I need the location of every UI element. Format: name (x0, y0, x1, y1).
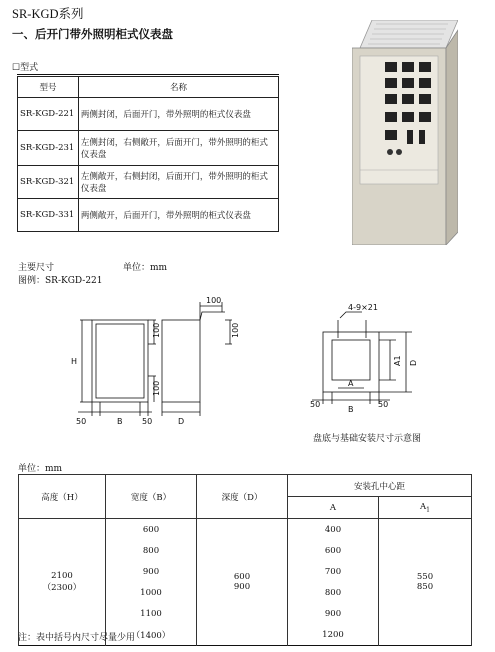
example-label: 图例：SR-KGD-221 (18, 276, 103, 286)
dim-side-100-right: 100 (231, 322, 240, 338)
footnote: 注：表中括号内尺寸尽量少用 (18, 633, 136, 643)
a-cell: 600 (288, 540, 379, 561)
dim-base-b: B (348, 405, 354, 414)
spec-header-row (19, 475, 472, 497)
a-cell: 400 (288, 519, 379, 541)
a-cell: 900 (288, 603, 379, 624)
dim-a: A (348, 379, 354, 388)
col-model-header: 型号 (18, 77, 79, 98)
dim-base-50-right: 50 (378, 400, 389, 409)
depth-value: 600 (233, 572, 251, 582)
a1-value: 550 (416, 572, 434, 582)
name-cell: 左侧封闭，右侧敞开，后面开门，带外照明的柜式仪表盘 (78, 131, 278, 166)
dim-50-left: 50 (76, 417, 87, 426)
spec-header-width: 宽度（B） (106, 475, 197, 519)
section-title: 一、后开门带外照明柜式仪表盘 (12, 27, 173, 41)
width-cell: 900 (106, 561, 197, 582)
name-cell: 两侧封闭，后面开门，带外照明的柜式仪表盘 (78, 98, 278, 131)
spec-header-height: 高度（H） (19, 475, 106, 519)
table-row (18, 166, 279, 199)
model-cell: SR-KGD-231 (18, 131, 79, 166)
width-cell: 1100 (106, 603, 197, 624)
base-drawing-caption: 盘底与基础安装尺寸示意图 (313, 434, 422, 444)
name-cell: 两侧敞开，后面开门，带外照明的柜式仪表盘 (78, 199, 278, 232)
dim-b: B (117, 417, 123, 426)
dim-holes: 4-9×21 (348, 303, 378, 312)
depth-cell (197, 519, 288, 646)
model-cell: SR-KGD-331 (18, 199, 79, 232)
height-cell (19, 519, 106, 646)
cabinet-photo (352, 20, 458, 245)
a1-subscript: 1 (426, 506, 430, 514)
table-row (19, 519, 472, 541)
dim-h: H (71, 357, 78, 366)
col-name-header: 名称 (78, 77, 278, 98)
width-cell: 800 (106, 540, 197, 561)
width-cell: 600 (106, 519, 197, 541)
dim-top-100: 100 (152, 322, 161, 338)
dim-d: D (178, 417, 185, 426)
spec-subheader-a: A (288, 497, 379, 519)
series-title: SR-KGD系列 (12, 7, 84, 21)
type-table (17, 76, 279, 232)
table-row (18, 199, 279, 232)
model-cell: SR-KGD-321 (18, 166, 79, 199)
dim-bottom-100: 100 (152, 380, 161, 396)
dim-side-100: 100 (206, 296, 222, 305)
dimension-drawing (60, 292, 450, 442)
depth-value: 900 (233, 582, 251, 592)
a-cell: 1200 (288, 624, 379, 646)
dim-base-50-left: 50 (310, 400, 321, 409)
model-cell: SR-KGD-221 (18, 98, 79, 131)
height-value: 2100 (51, 571, 73, 581)
name-cell: 左侧敞开，右侧封闭，后面开门，带外照明的柜式仪表盘 (78, 166, 278, 199)
spec-table (18, 474, 472, 646)
spec-header-depth: 深度（D） (197, 475, 288, 519)
dim-base-d: D (409, 359, 418, 366)
width-cell: （1400） (106, 624, 197, 646)
unit-label-2: 单位：mm (18, 464, 63, 474)
dim-50-right: 50 (142, 417, 153, 426)
table-row (18, 98, 279, 131)
type-table-header (18, 77, 279, 98)
type-table-top-rule (17, 74, 279, 75)
width-cell: 1000 (106, 582, 197, 603)
a1-cell (379, 519, 472, 646)
type-heading: ☐型式 (12, 63, 39, 73)
main-dims-label: 主要尺寸 (18, 263, 55, 273)
height-value-alt: （2300） (42, 583, 82, 593)
spec-header-hole: 安装孔中心距 (288, 475, 472, 497)
unit-label: 单位：mm (123, 263, 168, 273)
a1-letter: A (420, 501, 427, 512)
a1-value: 850 (416, 582, 434, 592)
dim-a1: A1 (393, 355, 402, 366)
a-cell: 800 (288, 582, 379, 603)
spec-subheader-a1 (379, 497, 472, 519)
a-cell: 700 (288, 561, 379, 582)
table-row (18, 131, 279, 166)
